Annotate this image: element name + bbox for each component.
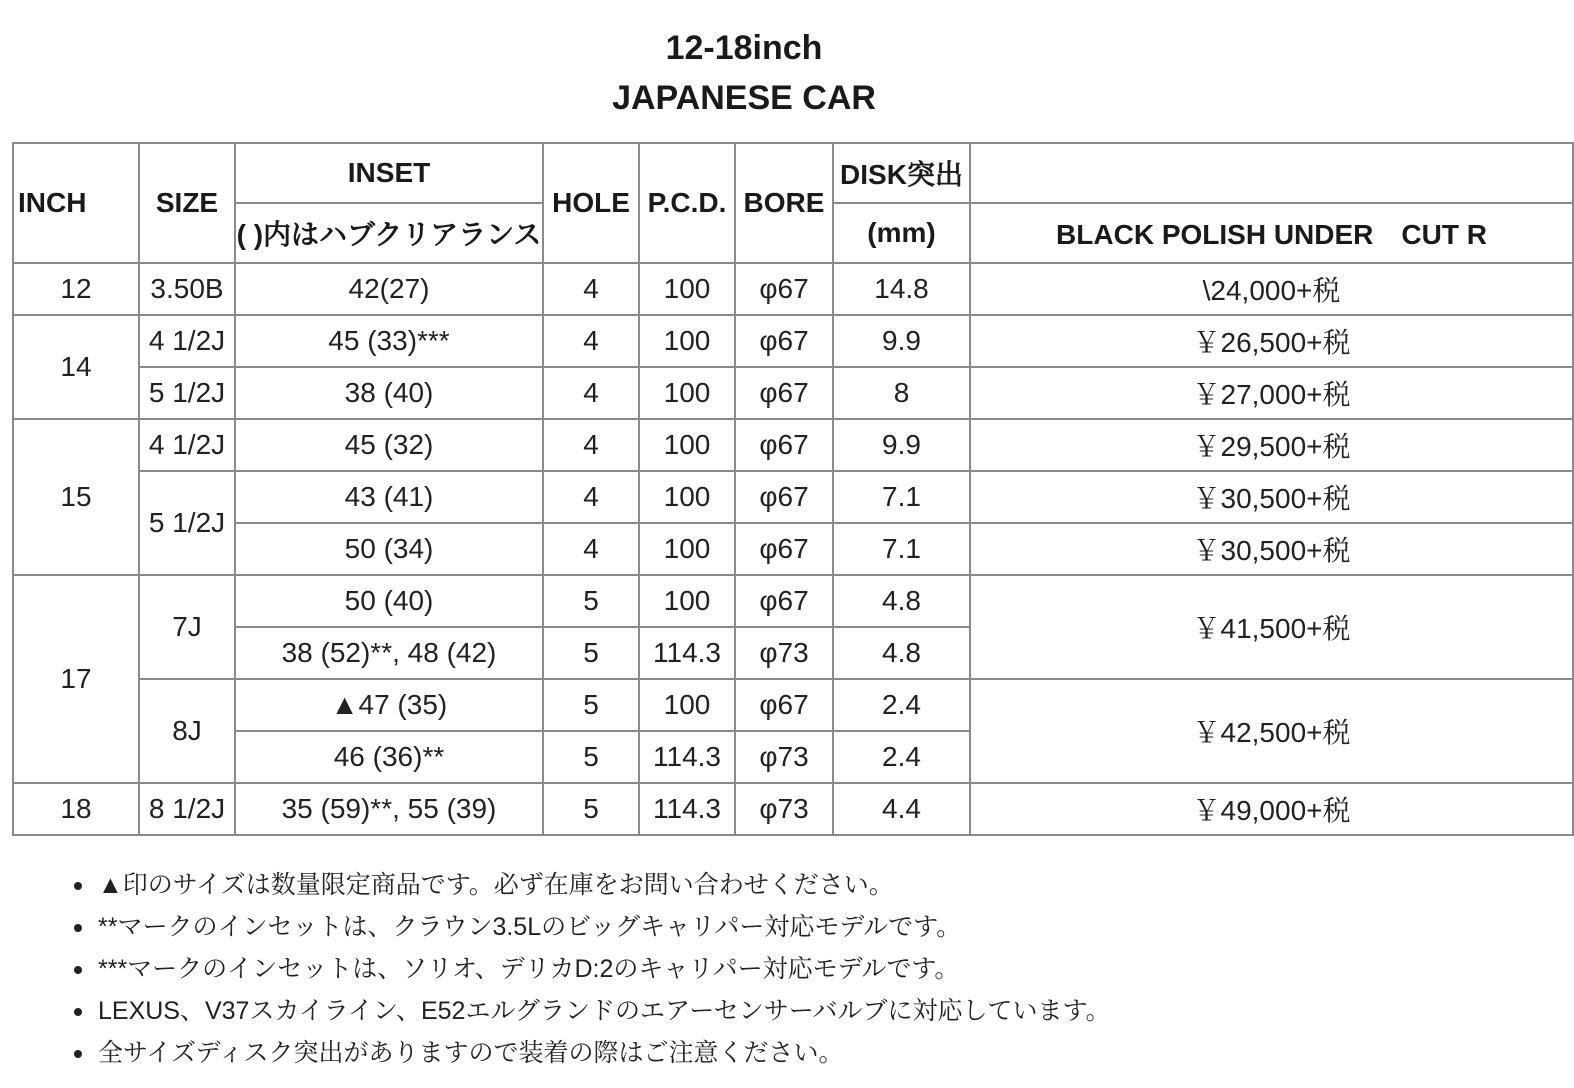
- cell-size: 5 1/2J: [139, 367, 235, 419]
- cell-hole: 5: [543, 731, 639, 783]
- page-title-line1: 12-18inch: [665, 29, 823, 67]
- cell-inset: 46 (36)**: [235, 731, 543, 783]
- cell-price: ￥41,500+税: [970, 575, 1573, 679]
- cell-bore: φ73: [735, 627, 833, 679]
- table-row: [13, 471, 1573, 523]
- cell-inset: 38 (52)**, 48 (42): [235, 627, 543, 679]
- cell-price: ￥30,500+税: [970, 471, 1573, 523]
- cell-pcd: 114.3: [639, 731, 735, 783]
- cell-hole: 5: [543, 575, 639, 627]
- cell-inset: 45 (32): [235, 419, 543, 471]
- cell-disk: 2.4: [833, 731, 970, 783]
- header-bore: BORE: [735, 143, 833, 263]
- cell-pcd: 100: [639, 419, 735, 471]
- header-disk: DISK突出: [833, 143, 970, 203]
- cell-bore: φ67: [735, 367, 833, 419]
- cell-pcd: 100: [639, 263, 735, 315]
- header-price: BLACK POLISH UNDER CUT R: [970, 203, 1573, 263]
- cell-pcd: 100: [639, 575, 735, 627]
- cell-disk: 7.1: [833, 471, 970, 523]
- cell-pcd: 100: [639, 523, 735, 575]
- cell-price: ￥49,000+税: [970, 783, 1573, 835]
- cell-inset: 43 (41): [235, 471, 543, 523]
- spec-table: [12, 142, 1574, 836]
- cell-price: \24,000+税: [970, 263, 1573, 315]
- cell-price: ￥29,500+税: [970, 419, 1573, 471]
- note-text: 全サイズディスク突出がありますので装着の際はご注意ください。: [98, 1039, 844, 1067]
- cell-hole: 5: [543, 783, 639, 835]
- cell-price: ￥26,500+税: [970, 315, 1573, 367]
- list-item: [70, 1032, 1110, 1074]
- bullet-icon: [74, 1050, 82, 1058]
- header-pcd: P.C.D.: [639, 143, 735, 263]
- note-text: ***マークのインセットは、ソリオ、デリカD:2のキャリパー対応モデルです。: [98, 955, 960, 983]
- cell-inset: 42(27): [235, 263, 543, 315]
- cell-disk: 4.8: [833, 575, 970, 627]
- cell-inch: 14: [13, 315, 139, 419]
- list-item: [70, 948, 1110, 990]
- header-hole: HOLE: [543, 143, 639, 263]
- cell-bore: φ67: [735, 575, 833, 627]
- cell-inch: 18: [13, 783, 139, 835]
- table-row: [13, 263, 1573, 315]
- cell-disk: 4.4: [833, 783, 970, 835]
- table-row: [13, 575, 1573, 627]
- note-text: LEXUS、V37スカイライン、E52エルグランドのエアーセンサーバルブに対応しています。: [98, 997, 1111, 1025]
- cell-pcd: 100: [639, 315, 735, 367]
- cell-disk: 2.4: [833, 679, 970, 731]
- table-row: [13, 367, 1573, 419]
- cell-pcd: 100: [639, 679, 735, 731]
- cell-disk: 9.9: [833, 419, 970, 471]
- cell-bore: φ67: [735, 523, 833, 575]
- cell-size: 8 1/2J: [139, 783, 235, 835]
- cell-bore: φ73: [735, 731, 833, 783]
- header-inset-sub: ( )内はハブクリアランス: [235, 203, 543, 263]
- cell-bore: φ67: [735, 679, 833, 731]
- cell-size: 4 1/2J: [139, 419, 235, 471]
- cell-hole: 4: [543, 367, 639, 419]
- cell-pcd: 100: [639, 367, 735, 419]
- cell-hole: 5: [543, 627, 639, 679]
- cell-size: 7J: [139, 575, 235, 679]
- cell-inch: 17: [13, 575, 139, 783]
- cell-size: 4 1/2J: [139, 315, 235, 367]
- table-row: [13, 679, 1573, 731]
- table-row: [13, 315, 1573, 367]
- note-text: **マークのインセットは、クラウン3.5Lのビッグキャリパー対応モデルです。: [98, 913, 962, 941]
- spec-table-scroll-area[interactable]: [18, 142, 1487, 842]
- cell-size: 3.50B: [139, 263, 235, 315]
- cell-disk: 4.8: [833, 627, 970, 679]
- cell-hole: 4: [543, 263, 639, 315]
- cell-bore: φ67: [735, 315, 833, 367]
- list-item: [70, 990, 1110, 1032]
- cell-inset: 35 (59)**, 55 (39): [235, 783, 543, 835]
- list-item: [70, 906, 1110, 948]
- cell-inch: 12: [13, 263, 139, 315]
- header-disk-unit: (mm): [833, 203, 970, 263]
- bullet-icon: [74, 966, 82, 974]
- header-inch: INCH: [13, 143, 139, 263]
- list-item: [70, 864, 1110, 906]
- cell-price: ￥42,500+税: [970, 679, 1573, 783]
- cell-hole: 4: [543, 523, 639, 575]
- table-header-row: [13, 143, 1573, 203]
- bullet-icon: [74, 1008, 82, 1016]
- cell-bore: φ67: [735, 471, 833, 523]
- header-size: SIZE: [139, 143, 235, 263]
- cell-inset: 45 (33)***: [235, 315, 543, 367]
- cell-bore: φ73: [735, 783, 833, 835]
- cell-disk: 7.1: [833, 523, 970, 575]
- page-title-line2: JAPANESE CAR: [612, 79, 876, 117]
- cell-bore: φ67: [735, 419, 833, 471]
- bullet-icon: [74, 924, 82, 932]
- cell-size: 8J: [139, 679, 235, 783]
- note-text: ▲印のサイズは数量限定商品です。必ず在庫をお問い合わせください。: [98, 871, 894, 899]
- header-price-top: [970, 143, 1573, 203]
- cell-price: ￥27,000+税: [970, 367, 1573, 419]
- cell-pcd: 114.3: [639, 627, 735, 679]
- cell-inset: 50 (34): [235, 523, 543, 575]
- cell-inset: 38 (40): [235, 367, 543, 419]
- cell-hole: 4: [543, 315, 639, 367]
- table-row: [13, 419, 1573, 471]
- cell-inset: ▲47 (35): [235, 679, 543, 731]
- cell-inset: 50 (40): [235, 575, 543, 627]
- cell-hole: 5: [543, 679, 639, 731]
- notes-list: [70, 864, 1110, 1074]
- cell-hole: 4: [543, 471, 639, 523]
- cell-disk: 9.9: [833, 315, 970, 367]
- cell-pcd: 114.3: [639, 783, 735, 835]
- cell-pcd: 100: [639, 471, 735, 523]
- cell-bore: φ67: [735, 263, 833, 315]
- cell-price: ￥30,500+税: [970, 523, 1573, 575]
- cell-disk: 14.8: [833, 263, 970, 315]
- table-row: [13, 783, 1573, 835]
- cell-hole: 4: [543, 419, 639, 471]
- bullet-icon: [74, 882, 82, 890]
- cell-inch: 15: [13, 419, 139, 575]
- cell-size: 5 1/2J: [139, 471, 235, 575]
- table-row: [13, 523, 1573, 575]
- cell-disk: 8: [833, 367, 970, 419]
- header-inset: INSET: [235, 143, 543, 203]
